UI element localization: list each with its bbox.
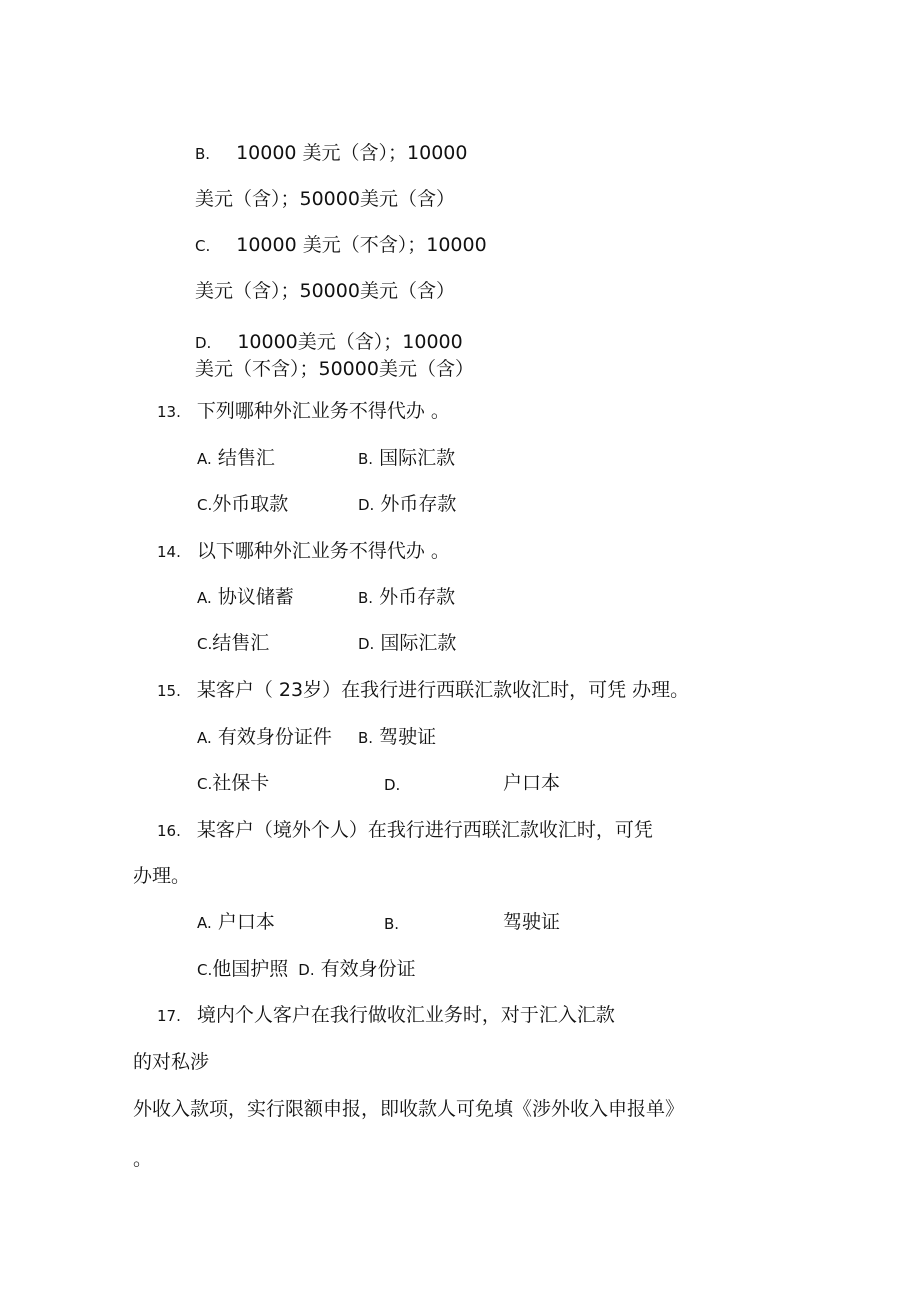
q12-option-b-text: 10000 美元（含）；10000 [236, 142, 468, 164]
q12-option-d-line2: 美元（不含）；50000美元（含） [195, 358, 474, 380]
q14-option-a-text: 协议储蓄 [217, 586, 294, 608]
q15-option-d-text: 户口本 [503, 772, 561, 794]
q12-option-c-line2: 美元（含）；50000美元（含） [195, 280, 455, 302]
q14-option-c-letter: C. [197, 635, 213, 653]
q15-option-c-text: 社保卡 [212, 772, 270, 794]
q13-option-d-text: 外币存款 [380, 493, 457, 515]
q12-option-d-line1 [195, 330, 463, 355]
q14-option-c-text: 结售汇 [212, 632, 270, 654]
q13-option-d-letter: D. [358, 496, 375, 514]
q16-option-c-d [197, 957, 416, 982]
q13-option-d [358, 492, 456, 517]
q12-option-d-text: 10000美元（含）；10000 [237, 331, 463, 353]
q13-option-b-letter: B. [358, 450, 374, 468]
q13-option-b [358, 446, 455, 471]
q13-number: 13. [157, 403, 181, 421]
q15-option-a [197, 725, 332, 750]
q12-option-b-line1 [195, 141, 468, 166]
q17-stem-line3: 外收入款项，实行限额申报，即收款人可免填《涉外收入申报单》 [133, 1098, 685, 1120]
q14-stem: 以下哪种外汇业务不得代办 。 [196, 540, 450, 562]
q13-option-c [197, 492, 288, 517]
q13-option-a-text: 结售汇 [217, 447, 275, 469]
q16-stem-line1 [157, 818, 653, 843]
q15-stem: 某客户（ 23岁）在我行进行西联汇款收汇时，可凭 办理。 [196, 679, 690, 701]
q14-option-a [197, 585, 294, 610]
q16-option-c-letter: C. [197, 961, 213, 979]
q14-stem-line [157, 539, 450, 564]
q14-option-d [358, 631, 456, 656]
q12-option-b-line2: 美元（含）；50000美元（含） [195, 188, 455, 210]
q15-option-c-letter: C. [197, 775, 213, 793]
q12-option-d-letter: D. [195, 334, 212, 352]
q14-number: 14. [157, 543, 181, 561]
q13-stem-line [157, 399, 450, 424]
q13-option-c-text: 外币取款 [212, 493, 289, 515]
q15-stem-line [157, 678, 689, 703]
q17-stem-line2: 的对私涉 [133, 1051, 210, 1073]
q16-option-b-letter: B. [384, 915, 400, 933]
q15-option-c [197, 771, 269, 796]
q14-option-d-letter: D. [358, 635, 375, 653]
q17-number: 17. [157, 1007, 181, 1025]
q12-option-c-letter: C. [195, 237, 211, 255]
q14-option-c [197, 631, 269, 656]
q16-option-a [197, 910, 275, 935]
q16-option-a-letter: A. [197, 914, 212, 932]
q12-option-b-letter: B. [195, 145, 211, 163]
q17-stem: 境内个人客户在我行做收汇业务时，对于汇入汇款 [196, 1004, 615, 1026]
q16-option-a-text: 户口本 [217, 911, 275, 933]
q14-option-a-letter: A. [197, 589, 212, 607]
q14-option-b [358, 585, 455, 610]
q14-option-b-letter: B. [358, 589, 374, 607]
q13-option-a-letter: A. [197, 450, 212, 468]
q16-option-d-letter: D. [298, 961, 315, 979]
q14-option-d-text: 国际汇款 [380, 632, 457, 654]
q16-option-c-text: 他国护照 [212, 958, 289, 980]
q15-option-b-text: 驾驶证 [379, 726, 437, 748]
q13-option-a [197, 446, 275, 471]
q15-option-b-letter: B. [358, 729, 374, 747]
q15-option-b [358, 725, 436, 750]
q16-stem-line2: 办理。 [133, 865, 191, 887]
q14-option-b-text: 外币存款 [379, 586, 456, 608]
q13-option-b-text: 国际汇款 [379, 447, 456, 469]
q15-option-a-letter: A. [197, 729, 212, 747]
q17-stem-line1 [157, 1003, 615, 1028]
q15-option-d-letter: D. [384, 776, 401, 794]
q13-option-c-letter: C. [197, 496, 213, 514]
q17-stem-line4: 。 [133, 1148, 153, 1170]
q16-number: 16. [157, 822, 181, 840]
q16-option-b-text: 驾驶证 [503, 911, 561, 933]
q12-option-c-line1 [195, 233, 487, 258]
q13-stem: 下列哪种外汇业务不得代办 。 [196, 400, 450, 422]
q12-option-c-text: 10000 美元（不含）；10000 [236, 234, 487, 256]
q15-option-a-text: 有效身份证件 [217, 726, 332, 748]
q16-option-d-text: 有效身份证 [320, 958, 416, 980]
q16-stem: 某客户（境外个人）在我行进行西联汇款收汇时，可凭 [196, 819, 653, 841]
q15-number: 15. [157, 682, 181, 700]
